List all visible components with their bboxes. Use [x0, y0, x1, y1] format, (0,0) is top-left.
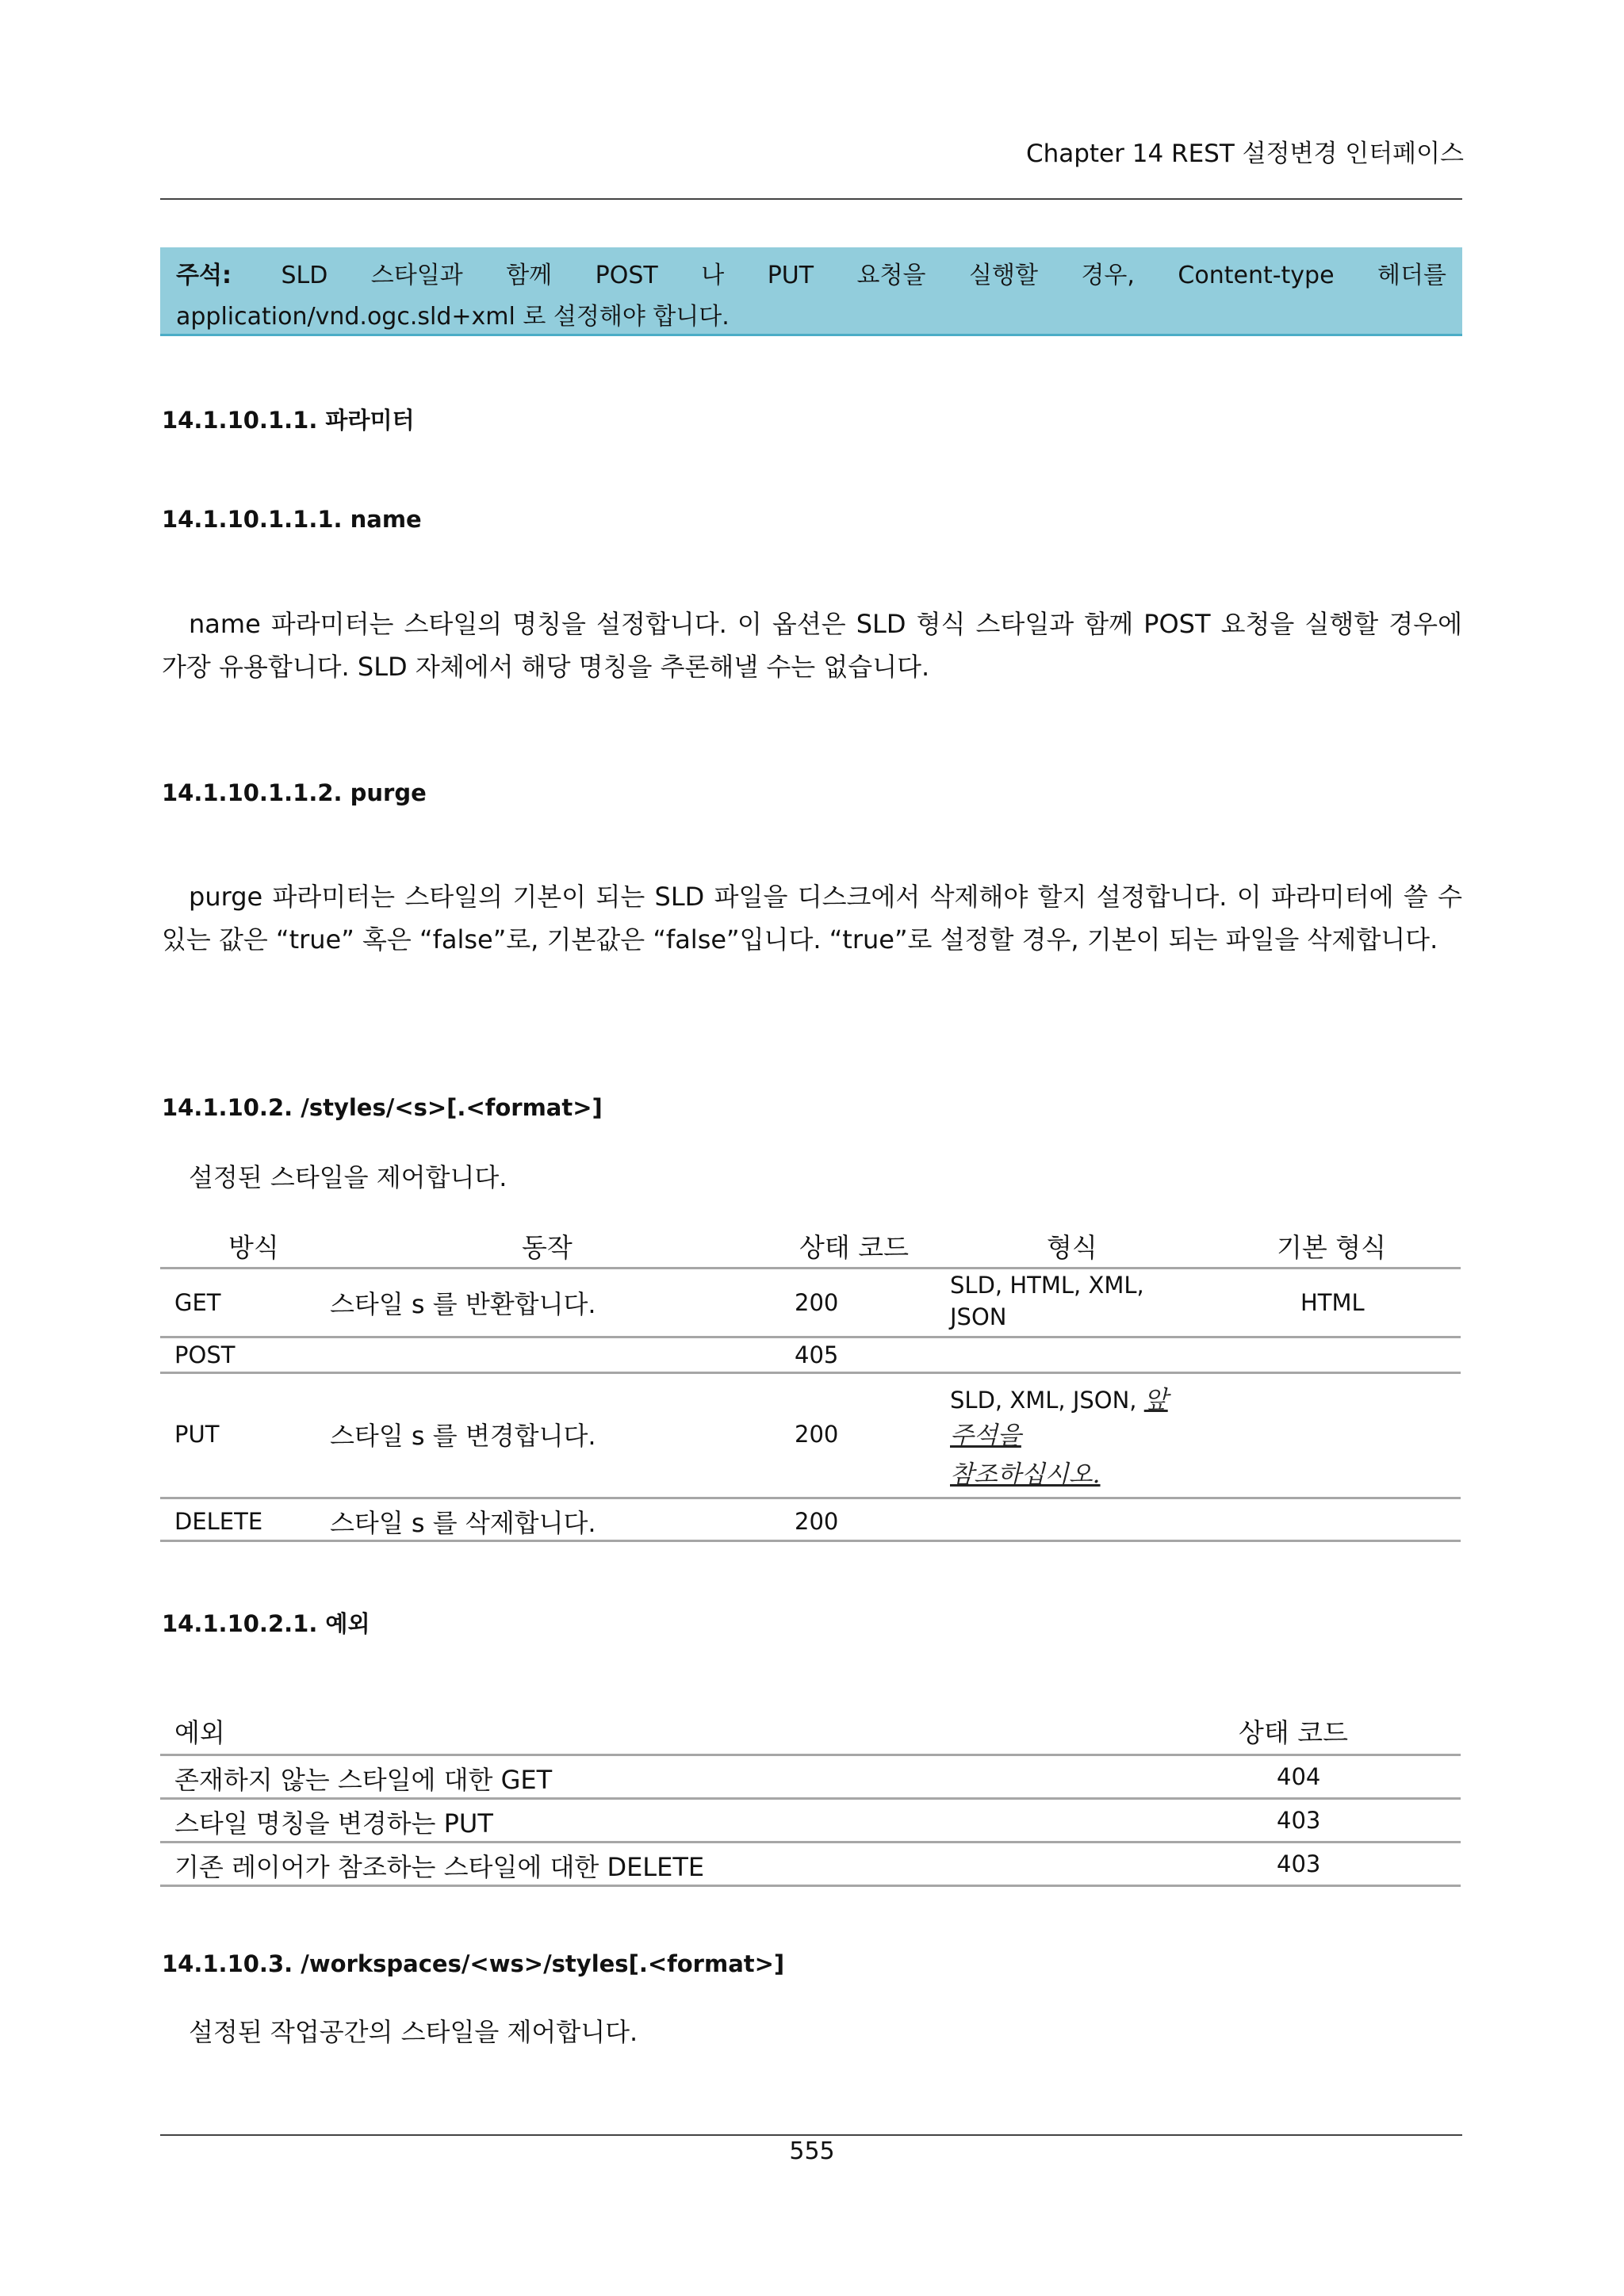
- exception-row-status: 403: [1277, 1850, 1321, 1877]
- paragraph-purge: [162, 875, 1462, 961]
- previous-note-link[interactable]: 참조하십시오.: [950, 1460, 1101, 1489]
- paragraph-name-text: name 파라미터는 스타일의 명칭을 설정합니다. 이 옵션은 SLD 형식 스타일과 함께 POST 요청을 실행할 경우에 가장 유용합니다. SLD 자체에서 해당 명칭을 추론해낼 수는 없습니다.: [162, 609, 1462, 682]
- row-delete-action: 스타일 s 를 삭제합니다.: [330, 1508, 596, 1538]
- table-rule: [160, 1841, 1461, 1843]
- note-word: PUT: [767, 262, 814, 289]
- row-put-status: 200: [795, 1421, 839, 1448]
- col-header-exception: 예외: [174, 1717, 225, 1748]
- row-post-status: 405: [795, 1341, 839, 1368]
- table-rule: [160, 1372, 1461, 1374]
- previous-note-link[interactable]: 앞: [1143, 1386, 1168, 1414]
- note-word: 스타일과: [370, 262, 463, 289]
- note-label: 주석:: [176, 262, 232, 289]
- row-get-format-2: JSON: [950, 1303, 1007, 1330]
- table-rule: [160, 1267, 1461, 1269]
- exception-row-status: 403: [1277, 1807, 1321, 1834]
- exception-row-label: 존재하지 않는 스타일에 대한 GET: [174, 1765, 553, 1795]
- running-header: Chapter 14 REST 설정변경 인터페이스: [1025, 140, 1464, 168]
- note-word: POST: [595, 262, 658, 289]
- table-rule: [160, 1497, 1461, 1499]
- note-line-1: [176, 255, 1446, 297]
- note-word: 나: [701, 262, 725, 289]
- row-put-format: [950, 1380, 1168, 1415]
- table-rule: [160, 1797, 1461, 1800]
- note-word: 경우,: [1081, 262, 1135, 289]
- col-header-method: 방식: [228, 1232, 279, 1263]
- col-header-action: 동작: [522, 1232, 573, 1263]
- section-heading-purge: 14.1.10.1.1.2. purge: [162, 779, 427, 806]
- exception-row-status: 404: [1277, 1763, 1321, 1790]
- header-rule: [160, 198, 1462, 200]
- note-word: 함께: [506, 262, 553, 289]
- note-word: 헤더를: [1377, 262, 1446, 289]
- note-box: [160, 247, 1462, 336]
- section-heading-exceptions: 14.1.10.2.1. 예외: [162, 1610, 370, 1637]
- row-put-method: PUT: [174, 1421, 220, 1448]
- row-delete-method: DELETE: [174, 1508, 263, 1535]
- previous-note-link[interactable]: 주석을: [950, 1422, 1021, 1450]
- footer-rule: [160, 2134, 1462, 2136]
- workspace-styles-description: 설정된 작업공간의 스타일을 제어합니다.: [189, 2017, 638, 2047]
- exception-row-label: 기존 레이어가 참조하는 스타일에 대한 DELETE: [174, 1852, 705, 1882]
- note-word: 요청을: [856, 262, 926, 289]
- table-rule: [160, 1754, 1461, 1756]
- note-word: SLD: [281, 262, 328, 289]
- methods-table: [160, 1221, 1461, 1546]
- table-rule: [160, 1336, 1461, 1338]
- row-get-method: GET: [174, 1289, 221, 1316]
- note-word: Content-type: [1178, 262, 1335, 289]
- section-heading-styles: 14.1.10.2. /styles/<s>[.<format>]: [162, 1094, 603, 1121]
- col-header-status: 상태 코드: [799, 1232, 910, 1263]
- styles-description: 설정된 스타일을 제어합니다.: [189, 1162, 508, 1192]
- col-header-default: 기본 형식: [1277, 1232, 1387, 1263]
- col-header-status-code: 상태 코드: [1239, 1717, 1349, 1748]
- exceptions-table: [160, 1705, 1461, 1895]
- table-rule: [160, 1885, 1461, 1887]
- table-rule: [160, 1540, 1461, 1542]
- page-number: 555: [789, 2137, 835, 2165]
- row-put-format-text: SLD, XML, JSON,: [950, 1387, 1137, 1414]
- paragraph-purge-text: purge 파라미터는 스타일의 기본이 되는 SLD 파일을 디스크에서 삭제해야 할지 설정합니다. 이 파라미터에 쓸 수 있는 값은 “true” 혹은 “false”로, 기본값은 “false”입니다. “true”로 설정할 경우, 기본이 되는 파일을 삭제합니다.: [162, 882, 1462, 955]
- section-heading-parameters: 14.1.10.1.1. 파라미터: [162, 407, 415, 434]
- row-post-method: POST: [174, 1341, 236, 1368]
- note-line-2: application/vnd.ogc.sld+xml 로 설정해야 합니다.: [176, 303, 730, 331]
- row-delete-status: 200: [795, 1508, 839, 1535]
- row-get-action: 스타일 s 를 반환합니다.: [330, 1289, 596, 1319]
- section-heading-name: 14.1.10.1.1.1. name: [162, 506, 422, 533]
- row-put-action: 스타일 s 를 변경합니다.: [330, 1421, 596, 1451]
- section-heading-workspace-styles: 14.1.10.3. /workspaces/<ws>/styles[.<format>]: [162, 1950, 785, 1977]
- paragraph-name: [162, 603, 1462, 688]
- row-get-status: 200: [795, 1289, 839, 1316]
- col-header-format: 형식: [1047, 1232, 1097, 1263]
- exception-row-label: 스타일 명칭을 변경하는 PUT: [174, 1808, 493, 1839]
- note-word: 실행할: [968, 262, 1038, 289]
- row-get-format-1: SLD, HTML, XML,: [950, 1272, 1144, 1299]
- row-get-default: HTML: [1300, 1289, 1365, 1316]
